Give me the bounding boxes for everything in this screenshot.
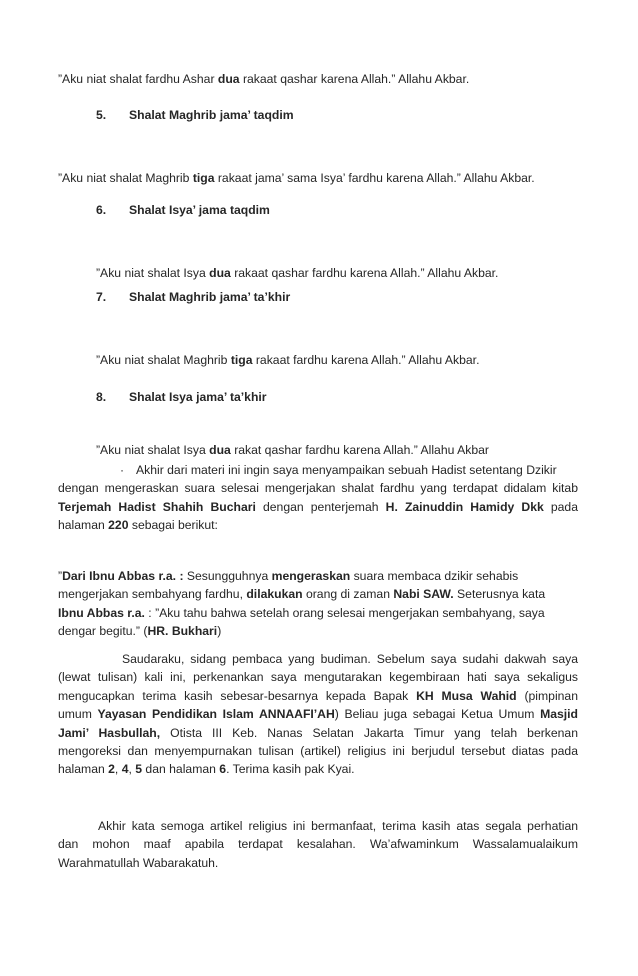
asar-niat-line: ”Aku niat shalat fardhu Ashar dua rakaat qashar karena Allah.” Allahu Akbar. bbox=[58, 72, 470, 86]
paragraph-row: dan mohon maaf apabila terdapat kesalahan. Wa’afwaminkum Wassalamualaikum bbox=[58, 837, 578, 852]
paragraph-row: Saudaraku, sidang pembaca yang budiman. Sebelum saya sudahi dakwah saya bbox=[122, 652, 578, 666]
isya-niat-line: ”Aku niat shalat Isya dua rakaat qashar fardhu karena Allah.” Allahu Akbar. bbox=[96, 266, 499, 280]
heading-7: 7. Shalat Maghrib jama’ ta’khir bbox=[96, 290, 291, 304]
paragraph-row: Akhir kata semoga artikel religius ini bermanfaat, terima kasih atas segala perhatian bbox=[98, 819, 578, 833]
hadith-intro-paragraph bbox=[58, 461, 578, 535]
paragraph-row: umum Yayasan Pendidikan Islam ANNAAFI’AH) Beliau juga sebagai Ketua Umum Masjid bbox=[58, 707, 578, 722]
bullet-dot: · bbox=[120, 463, 125, 477]
paragraph-row: dengan mengeraskan suara selesai mengerjakan shalat fardhu yang terdapat didalam kitab bbox=[58, 481, 578, 496]
thanks-paragraph bbox=[58, 650, 578, 779]
paragraph-row: halaman 220 sebagai berikut: bbox=[58, 518, 218, 533]
paragraph-row: dengar begitu.” (HR. Bukhari) bbox=[58, 624, 222, 639]
closing-paragraph bbox=[58, 817, 578, 872]
paragraph-row: Terjemah Hadist Shahih Buchari dengan penterjemah H. Zainuddin Hamidy Dkk pada bbox=[58, 499, 578, 514]
paragraph-row: Ibnu Abbas r.a. : ”Aku tahu bahwa setelah orang selesai mengerjakan sembahyang, saya bbox=[58, 605, 545, 620]
maghrib-niat-line: ”Aku niat shalat Maghrib tiga rakaat jama’ sama Isya’ fardhu karena Allah.” Allahu Akbar. bbox=[58, 171, 535, 185]
paragraph-row: mengucapkan terima kasih sebesar-besarnya kepada Bapak KH Musa Wahid (pimpinan bbox=[58, 688, 578, 703]
paragraph-row: mengerjakan sembahyang fardhu, dilakukan orang di zaman Nabi SAW. Seterusnya kata bbox=[58, 587, 546, 602]
hadith-quote-paragraph bbox=[58, 567, 568, 641]
heading-6: 6. Shalat Isya’ jama taqdim bbox=[96, 203, 270, 217]
isya-niat2-line: ”Aku niat shalat Isya dua rakat qashar fardhu karena Allah.” Allahu Akbar bbox=[96, 443, 489, 457]
paragraph-row: Jami’ Hasbullah, Otista III Keb. Nanas Selatan Jakarta Timur yang telah berkenan bbox=[58, 725, 578, 740]
heading-5: 5. Shalat Maghrib jama’ taqdim bbox=[96, 108, 294, 122]
paragraph-row: ”Dari Ibnu Abbas r.a. : Sesungguhnya mengeraskan suara membaca dzikir sehabis bbox=[58, 569, 519, 583]
paragraph-row: mengoreksi dan menyempurnakan tulisan (artikel) religius ini berjudul tersebut diatas pada bbox=[58, 744, 578, 759]
maghrib-niat2-line: ”Aku niat shalat Maghrib tiga rakaat fardhu karena Allah.” Allahu Akbar. bbox=[96, 353, 480, 367]
heading-8: 8. Shalat Isya jama’ ta’khir bbox=[96, 390, 267, 404]
paragraph-row: · Akhir dari materi ini ingin saya menyampaikan sebuah Hadist setentang Dzikir bbox=[58, 461, 578, 479]
paragraph-row: halaman 2, 4, 5 dan halaman 6. Terima kasih pak Kyai. bbox=[58, 762, 355, 777]
paragraph-row: (lewat tulisan) kali ini, perkenankan saya mengutarakan kegembiraan hati saya sekaligus bbox=[58, 670, 578, 685]
paragraph-row: Warahmatullah Wabarakatuh. bbox=[58, 855, 219, 870]
